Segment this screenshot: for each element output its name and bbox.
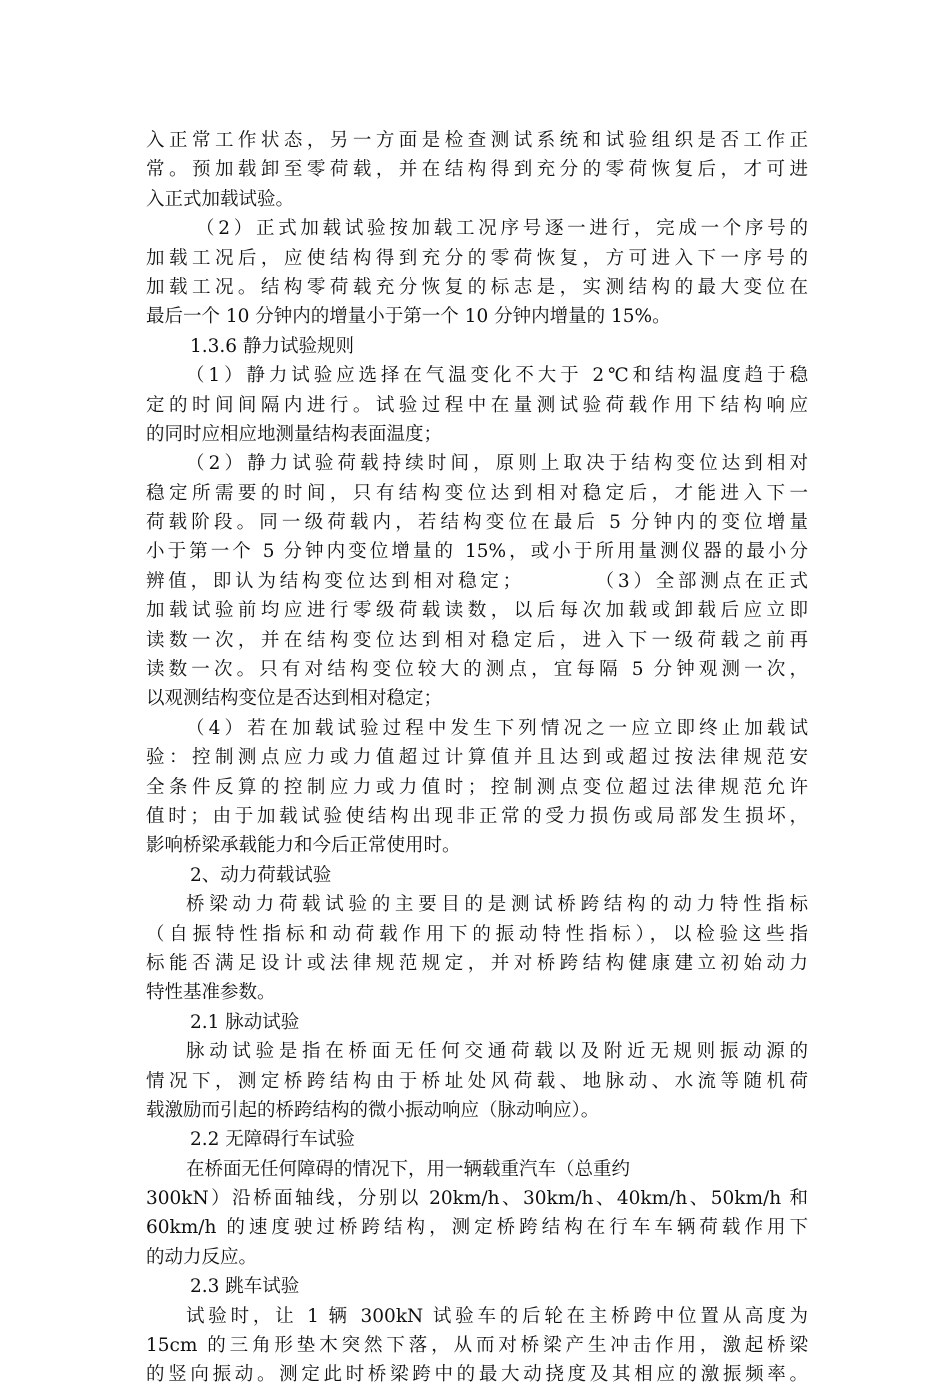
text-line: 60km/h 的速度驶过桥跨结构，测定桥跨结构在行车车辆荷载作用下 — [146, 1217, 808, 1239]
section-heading: 2、动力荷载试验 — [190, 864, 332, 886]
text-line: （1）静力试验应选择在气温变化不大于 2℃和结构温度趋于稳 — [186, 365, 808, 387]
section-heading: 2.3 跳车试验 — [190, 1276, 300, 1298]
text-line: 入正式加载试验。 — [146, 188, 295, 210]
document-page — [146, 126, 808, 1390]
text-line: 验：控制测点应力或力值超过计算值并且达到或超过按法律规范安 — [146, 747, 808, 769]
text-line: 最后一个 10 分钟内的增量小于第一个 10 分钟内增量的 15%。 — [146, 306, 671, 328]
text-line: （4）若在加载试验过程中发生下列情况之一应立即终止加载试 — [186, 717, 808, 739]
text-line: 的竖向振动。测定此时桥梁跨中的最大动挠度及其相应的激振频率。 — [146, 1364, 808, 1386]
text-line: 值时；由于加载试验使结构出现非正常的受力损伤或局部发生损坏， — [146, 805, 808, 827]
text-line: 桥梁动力荷载试验的主要目的是测试桥跨结构的动力特性指标 — [186, 894, 808, 916]
text-line: 脉动试验是指在桥面无任何交通荷载以及附近无规则振动源的 — [186, 1041, 808, 1063]
text-line: （2）正式加载试验按加载工况序号逐一进行，完成一个序号的 — [196, 218, 808, 240]
text-line: 加载试验前均应进行零级荷载读数，以后每次加载或卸载后应立即 — [146, 600, 808, 622]
section-heading: 1.3.6 静力试验规则 — [190, 335, 354, 357]
text-line: （自振特性指标和动荷载作用下的振动特性指标），以检验这些指 — [146, 923, 808, 945]
text-line: 全条件反算的控制应力或力值时；控制测点变位超过法律规范允许 — [146, 776, 808, 798]
text-line: 300kN）沿桥面轴线，分别以 20km/h、30km/h、40km/h、50km/h 和 — [146, 1188, 808, 1210]
text-line: 定的时间间隔内进行。试验过程中在量测试验荷载作用下结构响应 — [146, 394, 808, 416]
text-line: 的动力反应。 — [146, 1246, 258, 1268]
text-line: （2）静力试验荷载持续时间，原则上取决于结构变位达到相对 — [186, 453, 808, 475]
text-line: 标能否满足设计或法律规范规定，并对桥跨结构健康建立初始动力 — [146, 952, 808, 974]
text-line: 试验时，让 1 辆 300kN 试验车的后轮在主桥跨中位置从高度为 — [186, 1305, 808, 1327]
text-line: 小于第一个 5 分钟内变位增量的 15%，或小于所用量测仪器的最小分 — [146, 541, 808, 563]
text-line: 常。预加载卸至零荷载，并在结构得到充分的零荷恢复后，才可进 — [146, 159, 808, 181]
text-line: 入正常工作状态，另一方面是检查测试系统和试验组织是否工作正 — [146, 130, 808, 151]
text-line: 加载工况。结构零荷载充分恢复的标志是，实测结构的最大变位在 — [146, 276, 808, 298]
text-line: 载激励而引起的桥跨结构的微小振动响应（脉动响应）。 — [146, 1099, 600, 1121]
text-line: 读数一次。只有对结构变位较大的测点，宜每隔 5 分钟观测一次， — [146, 659, 808, 681]
text-line: 读数一次，并在结构变位达到相对稳定后，进入下一级荷载之前再 — [146, 629, 808, 651]
text-line: 影响桥梁承载能力和今后正常使用时。 — [146, 835, 461, 857]
text-line: 特性基准参数。 — [146, 982, 276, 1004]
text-line: 的同时应相应地测量结构表面温度； — [146, 423, 443, 445]
text-line: 加载工况后，应使结构得到充分的零荷恢复，方可进入下一序号的 — [146, 247, 808, 269]
text-line: 稳定所需要的时间，只有结构变位达到相对稳定后，才能进入下一 — [146, 482, 808, 504]
section-heading: 2.2 无障碍行车试验 — [190, 1129, 355, 1151]
text-line: 荷载阶段。同一级荷载内，若结构变位在最后 5 分钟内的变位增量 — [146, 512, 808, 534]
text-line: 辨值，即认为结构变位达到相对稳定； （3）全部测点在正式 — [146, 570, 808, 592]
text-line: 情况下，测定桥跨结构由于桥址处风荷载、地脉动、水流等随机荷 — [146, 1070, 808, 1092]
text-line: 在桥面无任何障碍的情况下，用一辆载重汽车（总重约 — [186, 1158, 631, 1180]
text-line: 以观测结构变位是否达到相对稳定； — [146, 688, 443, 710]
section-heading: 2.1 脉动试验 — [190, 1011, 300, 1033]
text-line: 15cm 的三角形垫木突然下落，从而对桥梁产生冲击作用，激起桥梁 — [146, 1335, 808, 1357]
